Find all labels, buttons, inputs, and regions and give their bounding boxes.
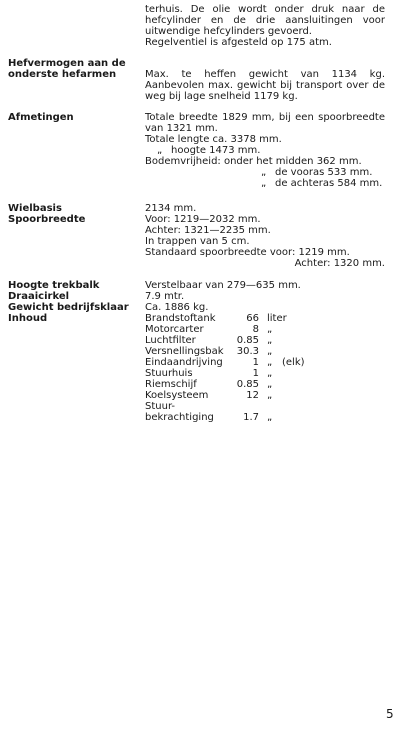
ditto-mark: „	[157, 145, 163, 156]
intro-block	[145, 4, 385, 48]
inhoud-note: (elk)	[282, 357, 305, 368]
inhoud-amount: 66	[246, 313, 259, 324]
inhoud-name: Stuurhuis	[145, 368, 193, 379]
inhoud-row	[145, 346, 385, 357]
wielbasis-label: Wielbasis	[8, 203, 62, 214]
spoorbreedte-standaard-row	[145, 247, 385, 258]
inhoud-name: Versnellingsbak	[145, 346, 224, 357]
trekbalk-value: Verstelbaar van 279—635 mm.	[145, 280, 301, 291]
inhoud-name: Stuur-	[145, 401, 176, 412]
spoorbreedte-standaard-achter: Achter: 1320 mm.	[294, 258, 385, 269]
afmetingen-hoogte: hoogte 1473 mm.	[171, 145, 261, 156]
inhoud-unit: liter	[267, 313, 287, 324]
spoorbreedte-standaard: Standaard spoorbreedte voor: 1219 mm.	[145, 247, 350, 258]
inhoud-name: Luchtfilter	[145, 335, 196, 346]
inhoud-row	[145, 390, 385, 401]
gewicht-label: Gewicht bedrijfsklaar	[8, 302, 129, 313]
afmetingen-lengte: Totale lengte ca. 3378 mm.	[145, 134, 282, 145]
draaicirkel-value: 7.9 mtr.	[145, 291, 185, 302]
inhoud-amount: 30.3	[236, 346, 259, 357]
spoorbreedte-trappen-row	[145, 236, 385, 247]
hefvermogen-label	[8, 58, 126, 80]
ditto-mark: „	[261, 167, 267, 178]
spoorbreedte-label: Spoorbreedte	[8, 214, 86, 225]
inhoud-unit: „	[267, 379, 273, 390]
afmetingen-breedte: Totale breedte 1829 mm, bij een spoorbreedte van 1321 mm.	[145, 112, 385, 134]
inhoud-name: Brandstoftank	[145, 313, 216, 324]
hefvermogen-label-line-1: Hefvermogen aan de	[8, 58, 126, 69]
page-number: 5	[386, 707, 394, 721]
spoorbreedte-achter: Achter: 1321—2235 mm.	[145, 225, 271, 236]
afmetingen-lengte-row	[145, 134, 385, 145]
inhoud-row	[145, 324, 385, 335]
inhoud-row	[145, 313, 385, 324]
inhoud-unit: „	[267, 324, 273, 335]
afmetingen-achteras: de achteras 584 mm.	[275, 178, 383, 189]
inhoud-unit: „	[267, 357, 273, 368]
inhoud-name: Eindaandrijving	[145, 357, 223, 368]
trekbalk-label: Hoogte trekbalk	[8, 280, 100, 291]
inhoud-label: Inhoud	[8, 313, 48, 324]
inhoud-amount: 8	[252, 324, 259, 335]
wielbasis-value: 2134 mm.	[145, 203, 197, 214]
gewicht-value: Ca. 1886 kg.	[145, 302, 209, 313]
inhoud-amount: 1.7	[243, 412, 259, 423]
inhoud-unit: „	[267, 346, 273, 357]
inhoud-unit: „	[267, 390, 273, 401]
hefvermogen-text: Max. te heffen gewicht van 1134 kg. Aanbevolen max. gewicht bij transport over de weg bij lage snelheid 1179 kg.	[145, 69, 385, 102]
inhoud-amount: 0.85	[236, 335, 259, 346]
spoorbreedte-value	[145, 214, 385, 269]
inhoud-amount: 12	[246, 390, 259, 401]
inhoud-table	[145, 313, 385, 423]
inhoud-unit: „	[267, 412, 273, 423]
intro-paragraph: terhuis. De olie wordt onder druk naar de hefcylinder en de drie aansluitingen voor uitwendige hefcylinders gevoerd.	[145, 4, 385, 37]
inhoud-name: bekrachtiging	[145, 412, 214, 423]
afmetingen-vooras-row	[145, 167, 385, 178]
hefvermogen-label-line-2: onderste hefarmen	[8, 69, 117, 80]
inhoud-amount: 1	[252, 368, 259, 379]
inhoud-unit: „	[267, 335, 273, 346]
spoorbreedte-voor-row	[145, 214, 385, 225]
afmetingen-achteras-row	[145, 178, 385, 189]
inhoud-row-bekrachtiging	[145, 412, 385, 423]
spoorbreedte-voor: Voor: 1219—2032 mm.	[145, 214, 261, 225]
inhoud-amount: 0.85	[236, 379, 259, 390]
spoorbreedte-achter-row	[145, 225, 385, 236]
inhoud-unit: „	[267, 368, 273, 379]
inhoud-amount: 1	[252, 357, 259, 368]
afmetingen-vooras: de vooras 533 mm.	[275, 167, 373, 178]
afmetingen-value	[145, 112, 385, 189]
ditto-mark: „	[261, 178, 267, 189]
inhoud-name: Riemschijf	[145, 379, 197, 390]
inhoud-row	[145, 368, 385, 379]
afmetingen-label: Afmetingen	[8, 112, 74, 123]
intro-regelventiel: Regelventiel is afgesteld op 175 atm.	[145, 37, 332, 48]
draaicirkel-label: Draaicirkel	[8, 291, 70, 302]
spoorbreedte-trappen: In trappen van 5 cm.	[145, 236, 250, 247]
inhoud-name: Koelsysteem	[145, 390, 209, 401]
afmetingen-bodem-row	[145, 156, 385, 167]
spoorbreedte-standaard-achter-row	[145, 258, 385, 269]
inhoud-row	[145, 379, 385, 390]
afmetingen-hoogte-row	[145, 145, 385, 156]
inhoud-row	[145, 357, 385, 368]
hefvermogen-value	[145, 69, 385, 102]
inhoud-name: Motorcarter	[145, 324, 204, 335]
inhoud-row	[145, 335, 385, 346]
inhoud-row-stuur	[145, 401, 385, 412]
afmetingen-bodemvrijheid: Bodemvrijheid: onder het midden 362 mm.	[145, 156, 362, 167]
